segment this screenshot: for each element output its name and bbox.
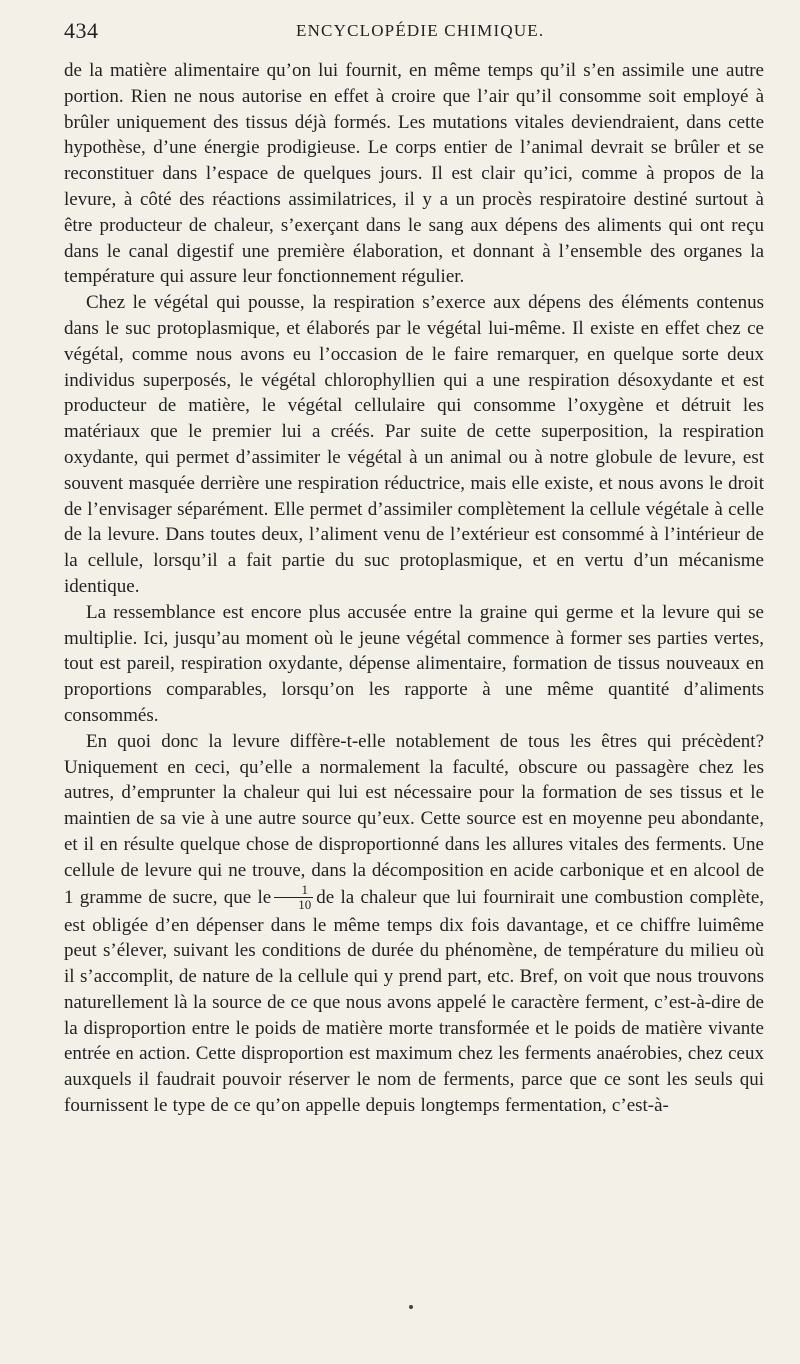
paragraph-1: de la matière alimentaire qu’on lui fournit, en même temps qu’il s’en assimile une autre portion. Rien ne nous autorise en effet à croire que l’air qu’il consomme soit employé à brûler uniquement des tissus déjà formés. Les mutations vitales deviendraient, dans cette hypothèse, d’une énergie prodigieuse. Le corps entier de l’animal devrait se brûler et se reconstituer dans l’espace de quelques jours. Il est clair qu’ici, comme à propos de la levure, à côté des réactions assimilatrices, il y a un procès respiratoire destiné surtout à être producteur de chaleur, s’exerçant dans le sang aux dépens des aliments qui ont reçu dans le canal digestif une première élaboration, et donnant à l’ensemble des organes la température qui assure leur fonctionnement régulier. [64,60,764,288]
fraction-numerator: 1 [274,883,313,898]
running-title: ENCYCLOPÉDIE CHIMIQUE. [296,21,545,40]
page-number: 434 [64,18,99,43]
print-dot-mark [409,1305,413,1309]
paragraph-4-part-1: En quoi donc la levure diffère-t-elle notablement de tous les êtres qui précèdent? Uniquement en ceci, qu’elle a normalement la faculté, obscure ou passagère chez les autres, d’emprunter la chaleur qui lui est nécessaire pour la formation de ses tissus et le maintien de sa vie à une autre source qu’eux. Cette source est en moyenne peu abondante, et il en résulte quelque chose de disproportionné dans les allures vitales des ferments. Une cellule de levure qui ne trouve, dans la décomposition en acide carbonique et en alcool de 1 gramme de sucre, que le [64,730,764,908]
body-text [64,58,764,1119]
fraction-denominator: 10 [298,896,312,912]
paragraph-3: La ressemblance est encore plus accusée entre la graine qui germe et la levure qui se multiplie. Ici, jusqu’au moment où le jeune végétal commence à former ses parties vertes, tout est pareil, respiration oxydante, dépense alimentaire, formation de tissus nouveaux en proportions comparables, lorsqu’on les rapporte à une même quantité d’aliments consommés. [64,601,764,726]
paragraph-4-part-2: de la chaleur que lui fournirait une combustion complète, est obligée d’en dépenser dans le même temps dix fois davantage, et ce chiffre luimême peut s’élever, suivant les conditions de durée du phénomène, de température du milieu où il s’accomplit, de nature de la cellule qui y prend part, etc. Bref, on voit que nous trouvons naturellement là la source de ce que nous avons appelé le caractère ferment, c’est-à-dire de la disproportion entre le poids de matière morte transformée et le poids de matière vivante entrée en action. Cette disproportion est maximum chez les ferments anaérobies, chez ceux auxquels il faudrait pouvoir réserver le nom de ferments, parce que ce sont les seuls qui fournissent le type de ce qu’on appelle depuis longtemps fermentation, c’est-à- [64,886,764,1117]
paragraph-4 [64,729,764,1119]
page-header [64,18,764,48]
fraction-one-tenth [274,883,313,912]
paragraph-2: Chez le végétal qui pousse, la respiration s’exerce aux dépens des éléments contenus dans le suc protoplasmique, et élaborés par le végétal lui-même. Il existe en effet chez ce végétal, comme nous avons eu l’occasion de le faire remarquer, en quelque sorte deux individus superposés, le végétal chlorophyllien qui a une respiration désoxydante et est producteur de matière, le végétal cellulaire qui consomme l’oxygène et détruit les matériaux que le premier lui a créés. Par suite de cette superposition, la respiration oxydante, qui permet d’assimiter le végétal à un animal ou à notre globule de levure, est souvent masquée derrière une respiration réductrice, mais elle existe, et nous avons le droit de l’envisager séparément. Elle permet d’assimiler complètement la cellule végétale à celle de la levure. Dans toutes deux, l’aliment venu de l’extérieur est consommé à l’intérieur de la cellule, lorsqu’il a fait partie du suc protoplasmique, et en vertu d’un mécanisme identique. [64,292,764,597]
